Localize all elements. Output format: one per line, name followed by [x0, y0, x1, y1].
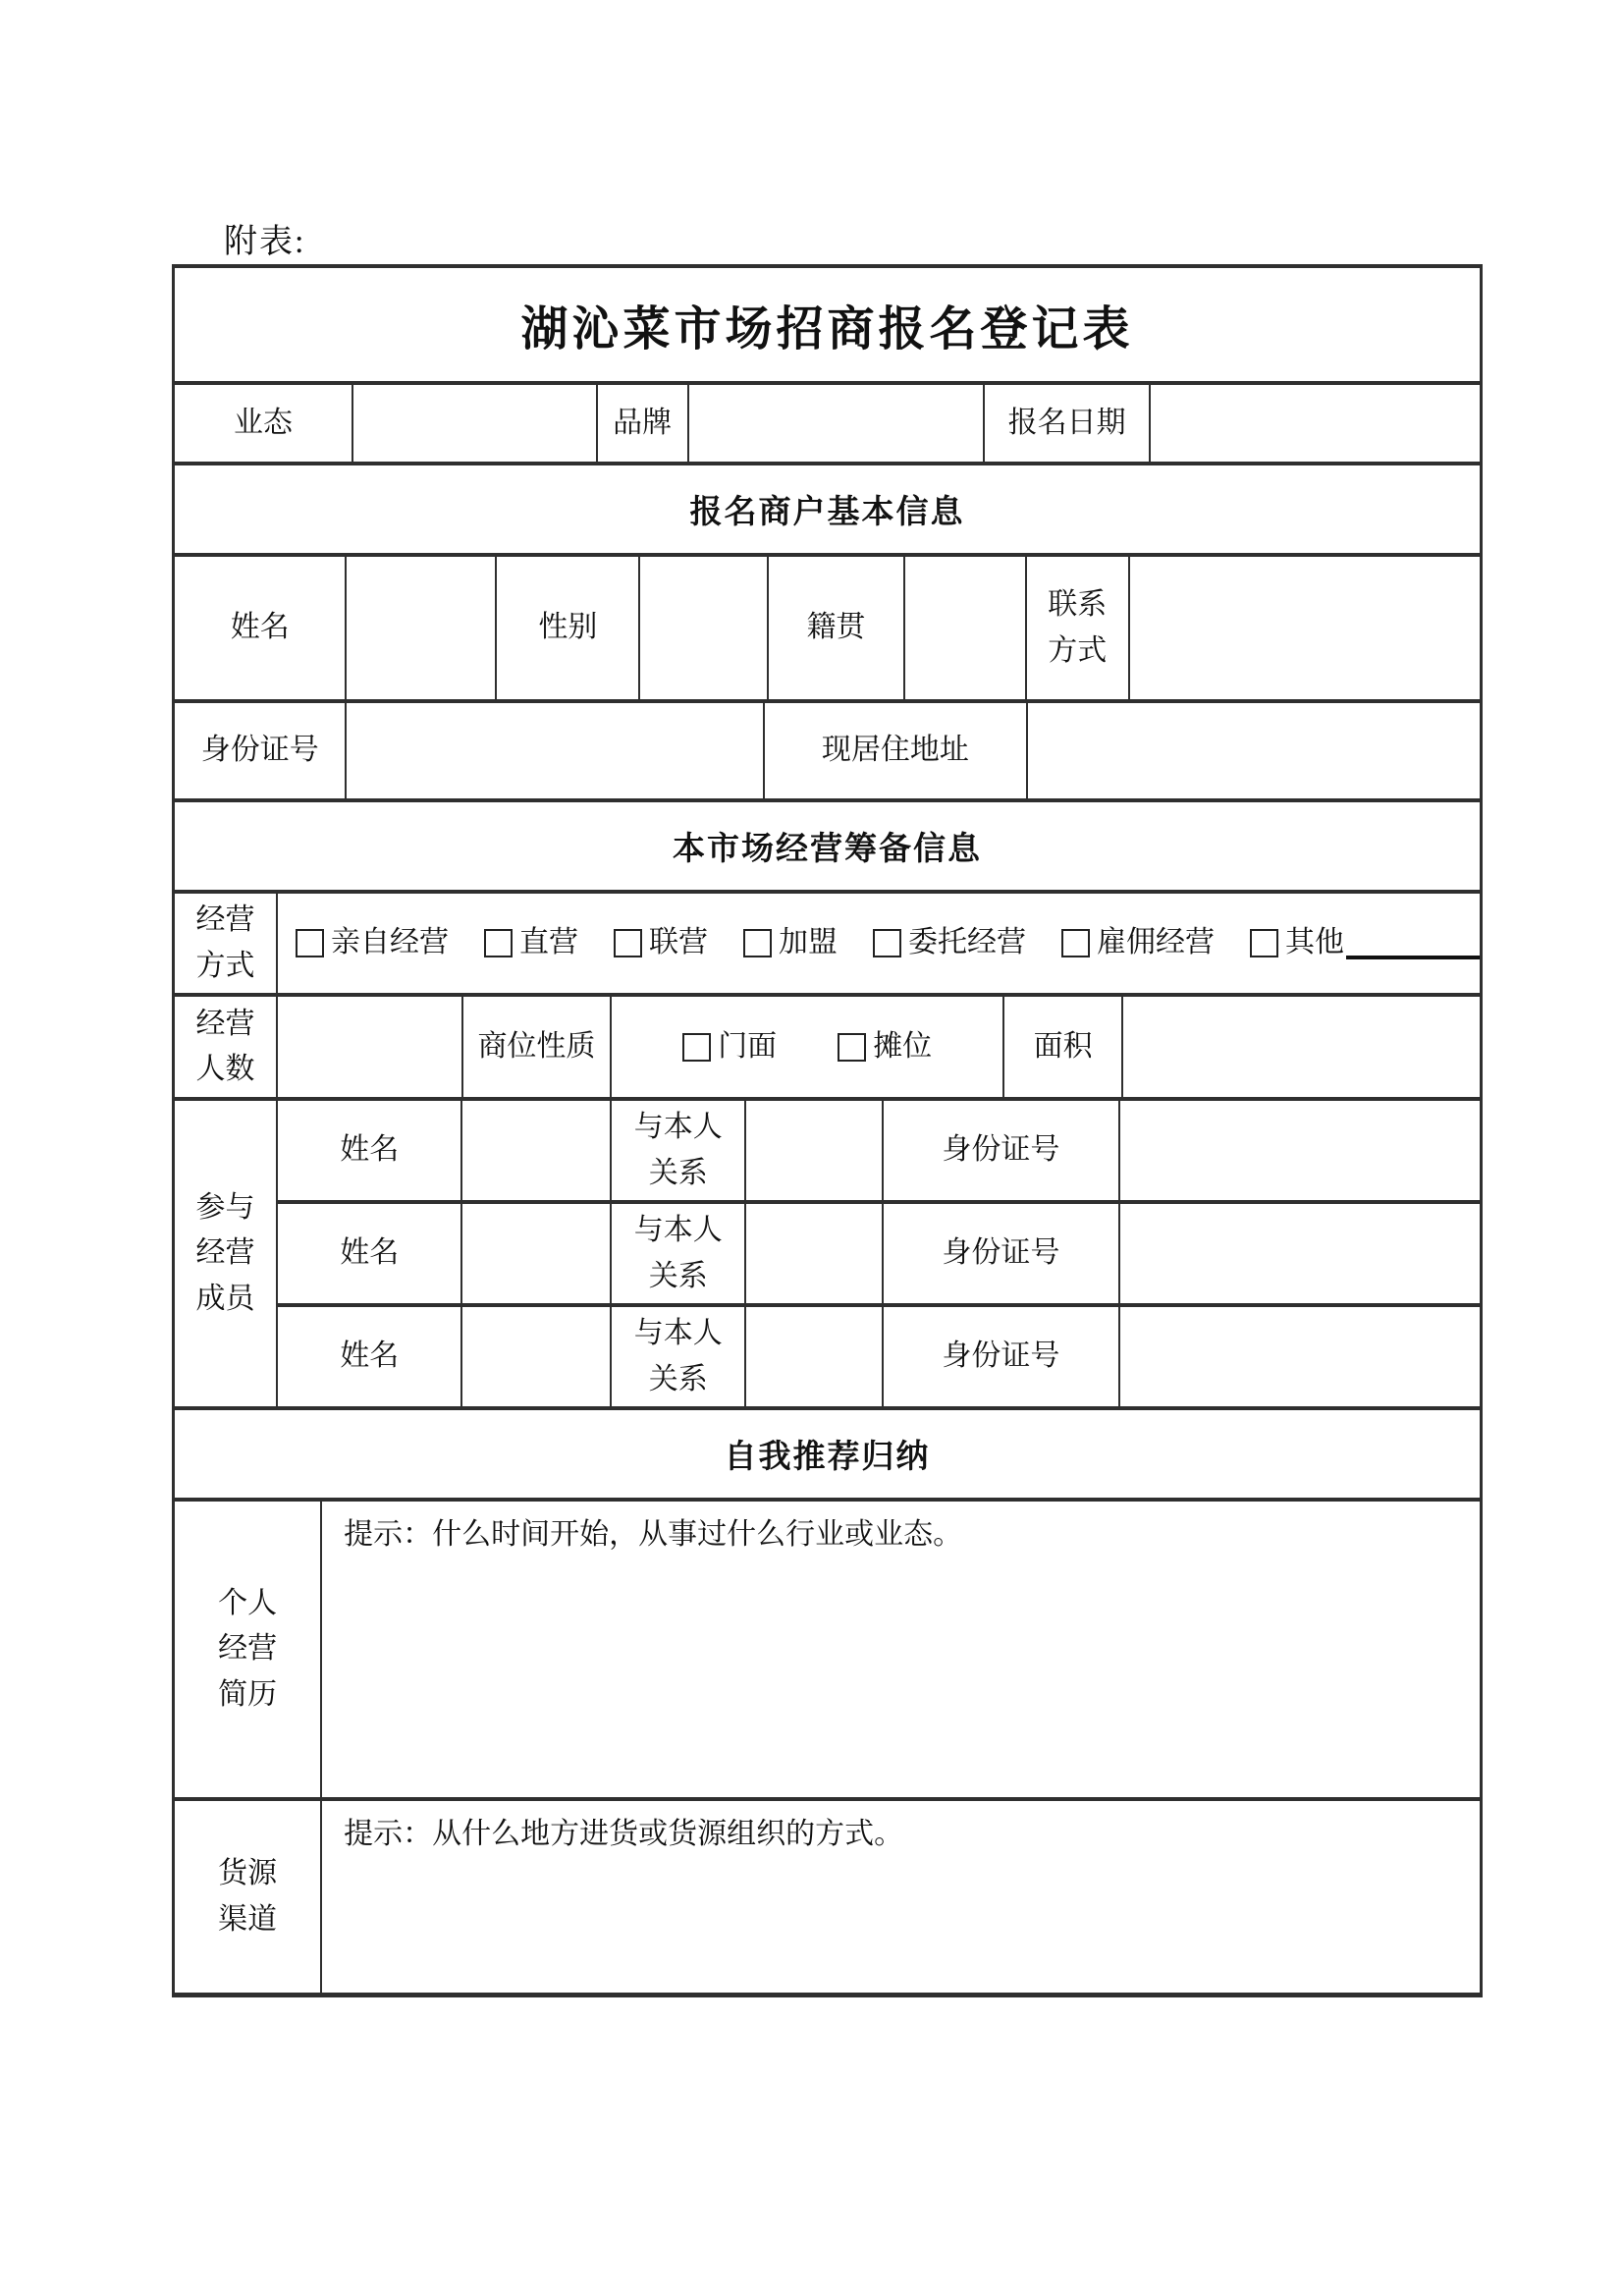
- personal-history-input-cell: [322, 1502, 1480, 1797]
- checkbox-icon: [614, 929, 642, 957]
- checkbox-icon: [873, 929, 901, 957]
- option-storefront: 门面: [682, 1024, 777, 1070]
- personal-history-hint: 提示：什么时间开始，从事过什么行业或业态。: [344, 1518, 963, 1551]
- brand-input-cell: [689, 385, 986, 462]
- name-fields-row: [175, 557, 1480, 703]
- header-fields-row: [175, 385, 1480, 465]
- address-label: 现居住地址: [765, 703, 1028, 798]
- member-name-label: 姓名: [278, 1307, 462, 1406]
- member-name-input-cell: [462, 1307, 612, 1406]
- id-number-input-cell: [347, 703, 764, 798]
- supply-channel-row: [175, 1801, 1480, 1993]
- checkbox-icon: [1250, 929, 1278, 957]
- supply-channel-label: 货源渠道: [175, 1801, 322, 1993]
- staff-count-label: 经营人数: [175, 997, 278, 1097]
- option-self-operate: 亲自经营: [296, 920, 449, 966]
- supply-channel-hint: 提示：从什么地方进货或货源组织的方式。: [344, 1818, 904, 1850]
- member-relation-input-cell: [746, 1101, 884, 1200]
- member-id-input-cell: [1120, 1307, 1480, 1406]
- member-relation-input-cell: [746, 1307, 884, 1406]
- operate-mode-row: [175, 894, 1480, 997]
- members-group-row: [175, 1101, 1480, 1410]
- member-relation-input-cell: [746, 1204, 884, 1303]
- checkbox-icon: [682, 1033, 711, 1062]
- member-id-label: 身份证号: [884, 1101, 1120, 1200]
- stall-type-label: 商位性质: [463, 997, 613, 1097]
- member-name-label: 姓名: [278, 1204, 462, 1303]
- name-label: 姓名: [175, 557, 347, 699]
- member-name-label: 姓名: [278, 1101, 462, 1200]
- member-row: [278, 1101, 1480, 1204]
- self-recommendation-section-header: [175, 1410, 1480, 1502]
- member-name-input-cell: [462, 1204, 612, 1303]
- register-date-input-cell: [1151, 385, 1480, 462]
- member-id-label: 身份证号: [884, 1307, 1120, 1406]
- form-title: 湖沁菜市场招商报名登记表: [520, 303, 1134, 355]
- native-place-label: 籍贯: [769, 557, 906, 699]
- supply-channel-input-cell: [322, 1801, 1480, 1993]
- area-label: 面积: [1004, 997, 1123, 1097]
- checkbox-icon: [838, 1033, 866, 1062]
- option-entrusted-operate: 委托经营: [873, 920, 1026, 966]
- business-type-input-cell: [353, 385, 598, 462]
- market-prep-section-header: [175, 802, 1480, 894]
- brand-label: 品牌: [598, 385, 689, 462]
- members-group-label: 参与经营成员: [175, 1101, 278, 1406]
- native-place-input-cell: [905, 557, 1027, 699]
- other-blank-line: [1346, 952, 1480, 959]
- member-id-input-cell: [1120, 1204, 1480, 1303]
- option-direct-operate: 直营: [484, 920, 578, 966]
- form-title-row: [175, 268, 1480, 385]
- contact-input-cell: [1130, 557, 1480, 699]
- area-input-cell: [1123, 997, 1480, 1097]
- id-number-label: 身份证号: [175, 703, 347, 798]
- personal-history-row: [175, 1502, 1480, 1801]
- option-franchise: 加盟: [743, 920, 838, 966]
- registration-form-table: [172, 264, 1483, 1997]
- gender-label: 性别: [497, 557, 640, 699]
- staff-stall-row: [175, 997, 1480, 1101]
- market-prep-section-title: 本市场经营筹备信息: [673, 830, 982, 866]
- checkbox-icon: [1061, 929, 1090, 957]
- id-address-row: [175, 703, 1480, 802]
- self-recommendation-section-title: 自我推荐归纳: [724, 1438, 931, 1474]
- gender-input-cell: [640, 557, 768, 699]
- operate-mode-options-cell: [278, 894, 1480, 993]
- member-relation-label: 与本人关系: [612, 1204, 746, 1303]
- contact-label: 联系方式: [1027, 557, 1130, 699]
- merchant-info-section-title: 报名商户基本信息: [689, 493, 965, 529]
- checkbox-icon: [484, 929, 513, 957]
- member-id-input-cell: [1120, 1101, 1480, 1200]
- option-employed-operate: 雇佣经营: [1061, 920, 1215, 966]
- name-input-cell: [347, 557, 497, 699]
- merchant-info-section-header: [175, 465, 1480, 557]
- attachment-note: 附表:: [224, 224, 306, 260]
- member-row: [278, 1307, 1480, 1406]
- members-rows: [278, 1101, 1480, 1406]
- option-stall: 摊位: [838, 1024, 932, 1070]
- checkbox-icon: [743, 929, 772, 957]
- member-relation-label: 与本人关系: [612, 1101, 746, 1200]
- operate-mode-label: 经营方式: [175, 894, 278, 993]
- member-id-label: 身份证号: [884, 1204, 1120, 1303]
- address-input-cell: [1028, 703, 1480, 798]
- checkbox-icon: [296, 929, 324, 957]
- member-row: [278, 1204, 1480, 1307]
- member-name-input-cell: [462, 1101, 612, 1200]
- business-type-label: 业态: [175, 385, 353, 462]
- staff-count-input-cell: [278, 997, 463, 1097]
- register-date-label: 报名日期: [985, 385, 1151, 462]
- stall-type-options-cell: [612, 997, 1004, 1097]
- option-joint-operate: 联营: [614, 920, 708, 966]
- option-other: 其他: [1250, 920, 1480, 966]
- personal-history-label: 个人经营简历: [175, 1502, 322, 1797]
- member-relation-label: 与本人关系: [612, 1307, 746, 1406]
